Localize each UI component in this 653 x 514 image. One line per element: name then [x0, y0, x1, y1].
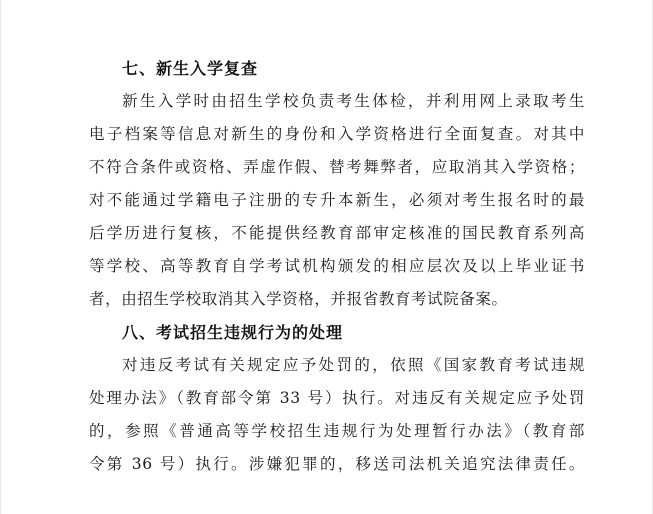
text-line: 处理办法》（教育部令第 33 号）执行。对违反有关规定应予处罚 — [89, 389, 585, 407]
paragraph-new-student-review — [89, 85, 585, 316]
section-heading-violation-handling: 八、考试招生违规行为的处理 — [122, 323, 344, 342]
text-line: 的，参照《普通高等学校招生违规行为处理暂行办法》（教育部 — [89, 422, 585, 440]
text-line: 新生入学时由招生学校负责考生体检，并利用网上录取考生 — [122, 92, 585, 110]
document-body — [89, 52, 585, 481]
text-line: 对不能通过学籍电子注册的专升本新生，必须对考生报名时的最 — [89, 191, 585, 209]
text-line: 电子档案等信息对新生的身份和入学资格进行全面复查。对其中 — [89, 125, 585, 143]
text-line: 后学历进行复核，不能提供经教育部审定核准的国民教育系列高 — [89, 224, 585, 242]
text-line: 不符合条件或资格、弄虚作假、替考舞弊者，应取消其入学资格； — [89, 158, 585, 176]
text-line: 等学校、高等教育自学考试机构颁发的相应层次及以上毕业证书 — [89, 257, 585, 275]
text-line: 对违反考试有关规定应予处罚的，依照《国家教育考试违规 — [122, 356, 585, 374]
text-line: 者，由招生学校取消其入学资格，并报省教育考试院备案。 — [89, 290, 508, 308]
text-line: 令第 36 号）执行。涉嫌犯罪的，移送司法机关追究法律责任。 — [89, 455, 585, 473]
section-heading-new-student-review: 七、新生入学复查 — [122, 59, 259, 78]
paragraph-violation-handling — [89, 349, 585, 481]
